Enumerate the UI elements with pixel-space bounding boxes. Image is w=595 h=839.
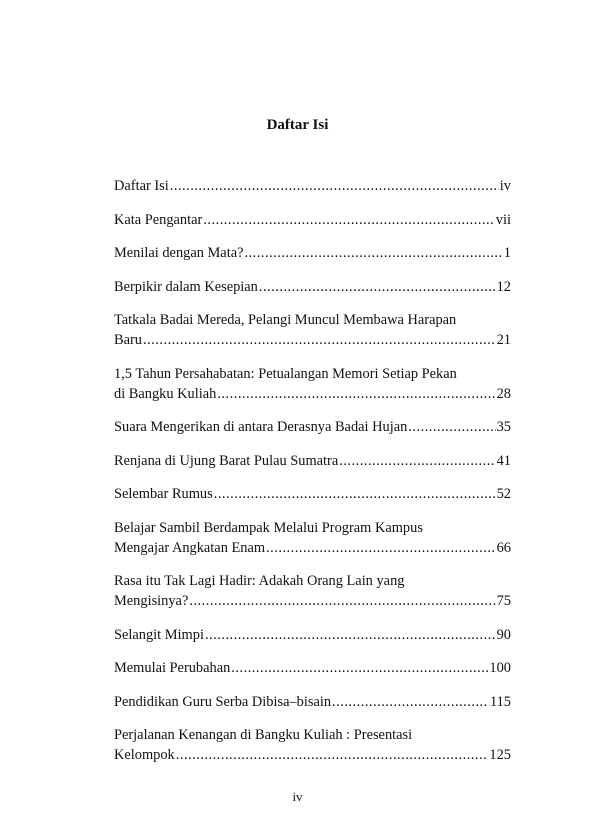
toc-entry-title: Memulai Perubahan xyxy=(114,660,231,676)
toc-entry-page-number: 66 xyxy=(496,539,511,556)
toc-dot-leader xyxy=(332,692,489,712)
toc-entry-title-line: Rasa itu Tak Lagi Hadir: Adakah Orang Lain yang xyxy=(114,573,405,589)
toc-entry-line xyxy=(114,484,511,504)
toc-entry-title: Pendidikan Guru Serba Dibisa–bisain xyxy=(114,693,332,710)
page-title: Daftar Isi xyxy=(266,117,329,133)
toc-entry-page-number: 21 xyxy=(496,332,511,348)
table-of-contents xyxy=(114,176,511,779)
toc-entry[interactable] xyxy=(114,243,511,263)
toc-entry-title: Kelompok xyxy=(114,747,175,763)
toc-entry-line xyxy=(114,692,511,712)
toc-dot-leader xyxy=(259,277,496,297)
toc-entry[interactable] xyxy=(114,518,511,558)
toc-entry[interactable] xyxy=(114,364,511,404)
toc-entry-page-number: 41 xyxy=(496,452,511,469)
toc-dot-leader xyxy=(205,625,496,645)
toc-dot-leader xyxy=(217,384,495,404)
toc-entry-page-number: 115 xyxy=(489,693,511,710)
toc-entry-title-line: 1,5 Tahun Persahabatan: Petualangan Memori Setiap Pekan xyxy=(114,365,457,382)
toc-entry-title: Selangit Mimpi xyxy=(114,626,204,643)
toc-entry[interactable] xyxy=(114,725,511,765)
toc-entry-page-number: 125 xyxy=(489,747,511,763)
toc-dot-leader xyxy=(189,591,495,611)
toc-entry-page-number: 100 xyxy=(489,660,511,676)
toc-entry-page-number: 35 xyxy=(496,419,511,435)
toc-entry-title: Menilai dengan Mata? xyxy=(114,245,244,261)
toc-entry-line xyxy=(114,625,511,645)
toc-entry-title: Renjana di Ujung Barat Pulau Sumatra xyxy=(114,452,339,469)
toc-entry[interactable] xyxy=(114,692,511,712)
toc-entry-title-line: Belajar Sambil Berdampak Melalui Program Kampus xyxy=(114,519,423,536)
toc-entry[interactable] xyxy=(114,417,511,437)
toc-entry-title: Daftar Isi xyxy=(114,178,169,194)
toc-entry-line xyxy=(114,277,511,297)
toc-entry-page-number: 52 xyxy=(496,486,511,502)
toc-entry-page-number: 90 xyxy=(496,626,511,643)
toc-entry-title-line: Perjalanan Kenangan di Bangku Kuliah : Presentasi xyxy=(114,727,413,743)
toc-entry-line xyxy=(114,591,511,611)
toc-dot-leader xyxy=(231,658,488,678)
toc-entry-line xyxy=(114,658,511,678)
toc-entry-title: Mengajar Angkatan Enam xyxy=(114,539,266,556)
toc-entry-title: Berpikir dalam Kesepian xyxy=(114,278,258,295)
page-number: iv xyxy=(292,789,303,804)
toc-entry-line xyxy=(114,417,511,437)
toc-dot-leader xyxy=(214,484,496,504)
toc-entry-title: Selembar Rumus xyxy=(114,486,213,502)
toc-entry-page-number: vii xyxy=(495,211,511,228)
toc-entry-title-line: Tatkala Badai Mereda, Pelangi Muncul Membawa Harapan xyxy=(114,312,457,328)
toc-entry[interactable] xyxy=(114,176,511,196)
toc-entry-line xyxy=(114,538,511,558)
toc-entry-line xyxy=(114,243,511,263)
toc-entry[interactable] xyxy=(114,451,511,471)
toc-entry[interactable] xyxy=(114,658,511,678)
toc-entry-page-number: 75 xyxy=(496,593,511,609)
toc-dot-leader xyxy=(203,210,494,230)
toc-entry-page-number: 1 xyxy=(503,245,511,261)
toc-entry[interactable] xyxy=(114,484,511,504)
toc-entry-page-number: iv xyxy=(499,178,511,194)
toc-entry[interactable] xyxy=(114,277,511,297)
toc-entry-line xyxy=(114,745,511,765)
toc-entry-title: di Bangku Kuliah xyxy=(114,385,217,402)
toc-entry-page-number: 28 xyxy=(496,385,511,402)
toc-dot-leader xyxy=(266,538,496,558)
toc-entry-title: Suara Mengerikan di antara Derasnya Badai Hujan xyxy=(114,419,408,435)
toc-dot-leader xyxy=(143,330,496,350)
toc-dot-leader xyxy=(170,176,499,196)
toc-entry-line xyxy=(114,210,511,230)
toc-dot-leader xyxy=(244,243,502,263)
toc-entry[interactable] xyxy=(114,571,511,611)
toc-entry[interactable] xyxy=(114,310,511,350)
toc-entry-title: Baru xyxy=(114,332,142,348)
toc-entry-title: Mengisinya? xyxy=(114,593,189,609)
toc-dot-leader xyxy=(176,745,489,765)
toc-entry[interactable] xyxy=(114,210,511,230)
toc-entry-line xyxy=(114,176,511,196)
toc-dot-leader xyxy=(339,451,495,471)
toc-entry-line xyxy=(114,330,511,350)
toc-entry-page-number: 12 xyxy=(496,278,511,295)
toc-entry-line xyxy=(114,384,511,404)
toc-entry-line xyxy=(114,451,511,471)
toc-entry[interactable] xyxy=(114,625,511,645)
toc-entry-title: Kata Pengantar xyxy=(114,211,203,228)
toc-dot-leader xyxy=(408,417,495,437)
